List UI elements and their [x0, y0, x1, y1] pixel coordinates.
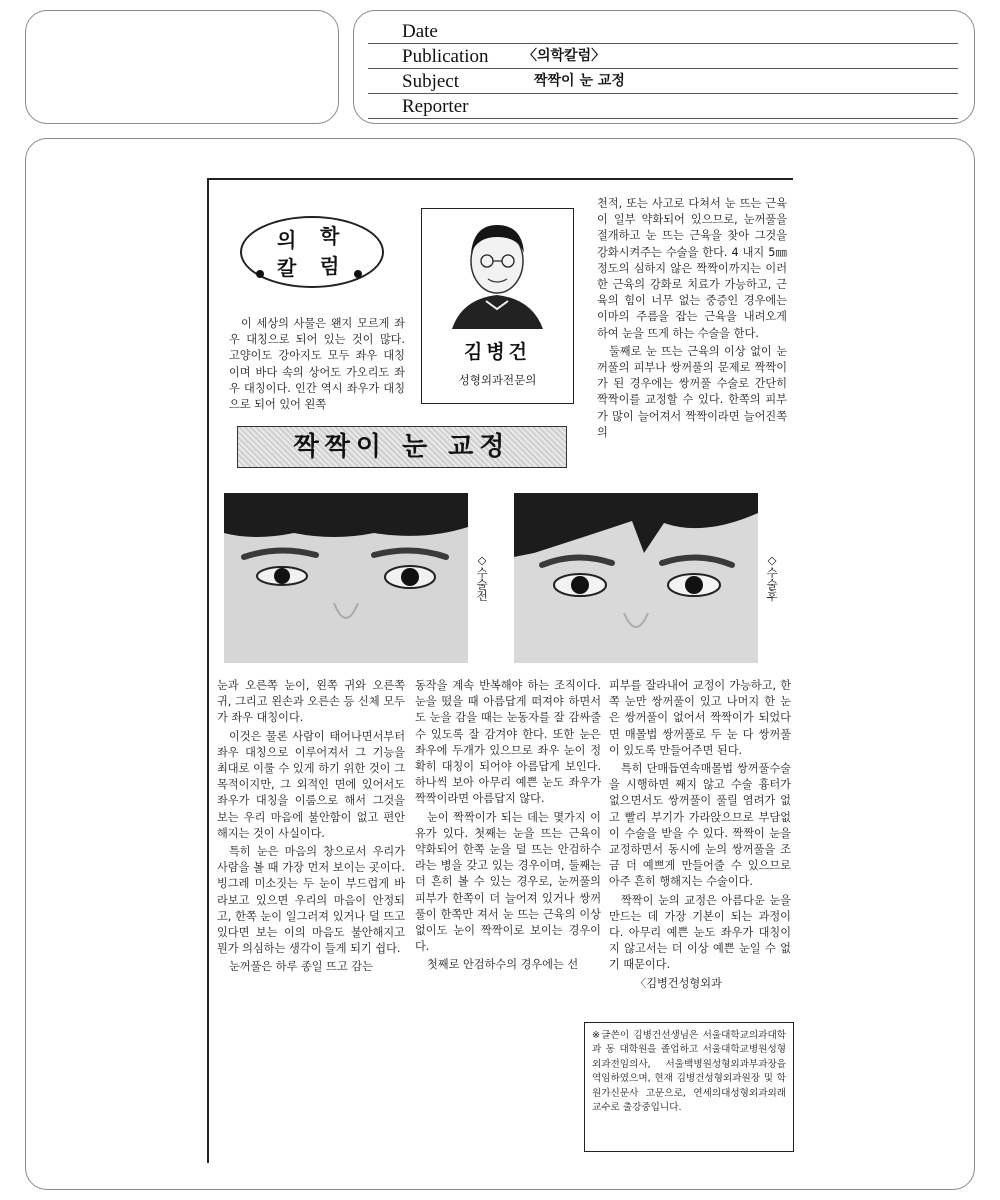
badge-dot-icon [354, 270, 362, 278]
logo-panel [25, 10, 339, 124]
body-column-2 [415, 678, 601, 1028]
author-title: 성형외과전문의 [458, 373, 537, 387]
body-paragraph: 이것은 물론 사람이 태어나면서부터 좌우 대칭으로 이루어져서 그 기능을 최대로 이룰 수 있게 하기 위한 것이 그 목적이지만, 그 외적인 면에 있어서도 좌우가 대칭을 이룸으로 해서 그것을 보는 우리 마음에 불안함이 없고 편안해지는 것이 사실이다. [217, 729, 405, 840]
top-rule [207, 178, 793, 180]
intro-paragraph: 이 세상의 사물은 왠지 모르게 좌우 대칭으로 되어 있는 것이 많다. 고양이도 강아지도 모두 좌우 대칭이며 바다 속의 상어도 가오리도 좌우 대칭이다. 인간 역시 좌우가 대칭으로 되어 있어 왼쪽 [229, 317, 405, 412]
publication-label: Publication [402, 46, 489, 67]
top-right-paragraph: 천적, 또는 사고로 다쳐서 눈 뜨는 근육이 일부 약화되어 있으므로, 눈꺼풀을 절개하고 눈 뜨는 근육을 찾아 그것을 강화시켜주는 수술을 한다. 4 내지 5㎜ 정도의 심하지 않은 짝짝이까지는 이러한 근육의 강화로 치료가 가능하고, 근육의 힘이 너무 없는 중증인 경우에는 이마의 주름을 잡는 근육을 내려오게 하여 눈을 뜨게 하는 수술을 한다. [597, 197, 787, 340]
caption-after: ◇수술후 [765, 553, 779, 602]
author-bio: ※글쓴이 김병건선생님은 서울대학교의과대학과 동 대학원을 졸업하고 서울대학교병원성형외과전임의사, 서울백병원성형외과부과장을 역임하였으며, 현재 김병건성형외과원장 및 학원가신문사 고문으로, 연세의대성형외과외래교수로 출강중입니다. [592, 1030, 786, 1114]
author-portrait-image [422, 209, 573, 329]
date-row [368, 19, 958, 44]
byline: 〈김병건성형외과 [635, 976, 722, 990]
clipping-info-panel [353, 10, 975, 124]
subject-row [368, 69, 958, 94]
newspaper-clipping [207, 178, 793, 1163]
column-badge [240, 216, 384, 288]
badge-char-4: 럼 [320, 254, 340, 278]
publication-row [368, 44, 958, 69]
author-name: 김병건 [463, 341, 532, 363]
body-column-3 [609, 678, 791, 1014]
intro-column [229, 316, 405, 416]
body-paragraph: 짝짝이 눈의 교정은 아름다운 눈을 만드는 데 가장 기본이 되는 과정이다. 아무리 예쁜 눈도 좌우가 대칭이지 않고서는 더 이상 예쁜 눈일 수 없기 때문이다. [609, 893, 791, 972]
after-surgery-photo [514, 493, 758, 663]
headline-bar [237, 426, 567, 468]
body-paragraph: 특히 단매듭연속매몰법 쌍꺼풀수술을 시행하면 째지 않고 수술 흉터가 없으면서도 쌍꺼풀이 풀릴 염려가 없고 빨리 부기가 가라앉으므로 부담없이 수술을 받을 수 있다. 짝짝이 눈을 교정하면서 동시에 눈의 쌍꺼풀을 조금 더 예쁘게 만들어줄 수 있으므로 아주 흔히 행해지는 수술이다. [609, 762, 791, 889]
before-surgery-photo [224, 493, 468, 663]
reporter-label: Reporter [402, 96, 469, 117]
body-paragraph: 눈꺼풀은 하루 종일 뜨고 감는 [229, 960, 373, 974]
subject-value: 짝짝이 눈 교정 [534, 73, 625, 89]
author-bio-box [584, 1022, 794, 1152]
author-portrait-frame [421, 208, 574, 404]
body-paragraph: 첫째로 안검하수의 경우에는 선 [427, 958, 579, 972]
badge-dot-icon [256, 270, 264, 278]
body-paragraph: 특히 눈은 마음의 창으로서 우리가 사람을 볼 때 가장 먼저 보이는 곳이다. 빙그레 미소짓는 두 눈이 부드럽게 바라보고 있으면 우리의 마음이 안정되고, 한쪽 눈이 일그러져 있거나 덜 뜨고 있다면 보는 이의 마음도 불안해지고 뭔가 의심하는 생각이 들게 되기 쉽다. [217, 845, 405, 956]
body-paragraph: 눈이 짝짝이가 되는 데는 몇가지 이유가 있다. 첫째는 눈을 뜨는 근육이 약화되어 한쪽 눈을 덜 뜨는 안검하수라는 병을 갖고 있는 경우이며, 둘째는 더 흔히 볼 수 있는 경우로, 눈꺼풀의 피부가 한쪽이 더 늘어져 있거나 쌍꺼풀이 한쪽만 져서 눈 뜨는 근육의 이상 없이도 눈이 짝짝이로 보이는 경우이다. [415, 810, 601, 954]
badge-char-3: 칼 [277, 256, 297, 280]
body-column-1 [217, 678, 405, 1028]
headline: 짝짝이 눈 교정 [293, 432, 511, 462]
body-paragraph: 피부를 잘라내어 교정이 가능하고, 한쪽 눈만 쌍꺼풀이 있고 나머지 한 눈은 쌍꺼풀이 없어서 짝짝이가 되었다면 매몰법 쌍꺼풀로 두 눈 다 쌍꺼풀이 있도록 만들어주면 된다. [609, 679, 791, 757]
top-right-paragraph: 둘째로 눈 뜨는 근육의 이상 없이 눈꺼풀의 피부나 쌍꺼풀의 문제로 짝짝이가 된 경우에는 쌍꺼풀 수술로 간단히 짝짝이를 교정할 수 있다. 한쪽의 피부가 많이 늘어져서 짝짝이라면 늘어진쪽의 [597, 344, 787, 439]
badge-char-1: 의 [277, 228, 297, 252]
reporter-row [368, 94, 958, 119]
subject-label: Subject [402, 71, 459, 92]
badge-char-2: 학 [320, 224, 340, 248]
body-paragraph: 동작을 계속 반복해야 하는 조직이다. 눈을 떴을 때 아름답게 떠져야 하면서도 눈을 감을 때는 눈동자를 잘 감싸줄 수 있도록 잘 감겨야 한다. 또한 눈은 좌우에 두개가 있으므로 좌우 눈이 정확히 대칭이 되어야 아름답게 보인다. 하나씩 보아 아무리 예쁜 눈도 좌우가 짝짝이라면 아름답지 않다. [415, 679, 601, 806]
publication-value: 〈의학칼럼〉 [523, 48, 606, 64]
date-label: Date [402, 21, 438, 42]
body-paragraph: 눈과 오른쪽 눈이, 왼쪽 귀와 오른쪽 귀, 그리고 왼손과 오른손 등 신체 모두가 좌우 대칭이다. [217, 679, 405, 725]
caption-before: ◇수술전 [475, 553, 489, 602]
left-rule [207, 178, 209, 1163]
top-right-column [597, 196, 787, 468]
